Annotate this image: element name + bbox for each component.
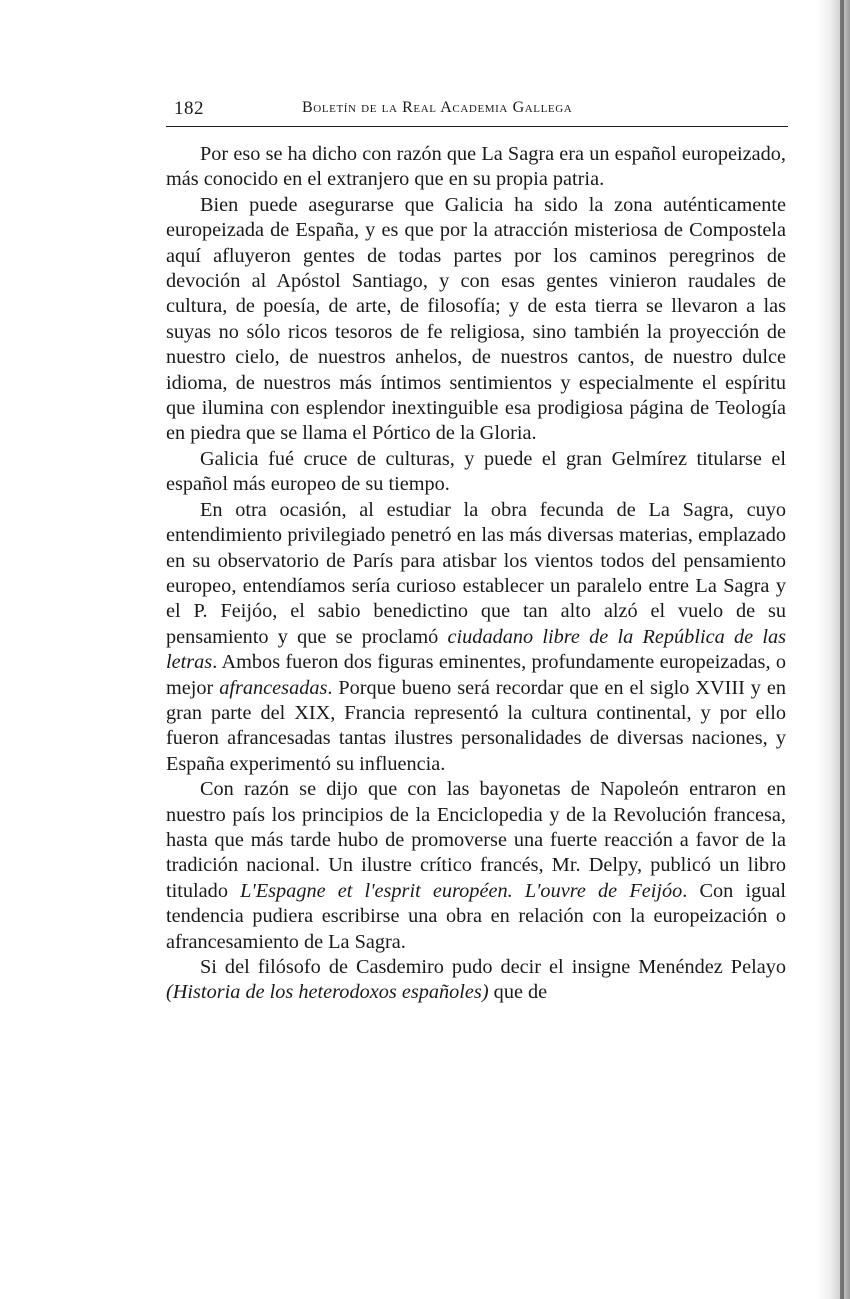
paragraph-5-text-a: Con razón se dijo que con las bayonetas de Napoleón entraron en nuestro país los principios de la Enciclopedia y de la Revolución francesa, hasta que más tarde hubo de promoverse una fuerte reacción a favor de la tradición nacional. Un ilustre crítico francés, Mr. Delpy, publicó un libro titulado — [166, 778, 786, 902]
paragraph-4 — [166, 498, 786, 777]
paragraph-3: Galicia fué cruce de culturas, y puede el gran Gelmírez titularse el español más europeo de su tiempo. — [166, 447, 786, 496]
paragraph-4-italic-word: afrancesadas — [219, 676, 328, 699]
paragraph-1: Por eso se ha dicho con razón que La Sagra era un español europeizado, más conocido en el extranjero que en su propia patria. — [166, 143, 786, 191]
paragraph-5 — [166, 777, 786, 955]
paragraph-4-text-e: . Porque bueno será recordar que en el siglo XVIII y en gran parte del XIX, Francia representó la cultura continental, y por ello fueron afrancesadas tantas ilustres personalidades de diversas naciones, y España experimentó su influencia. — [166, 676, 786, 775]
running-title: Boletín de la Real Academia Gallega — [302, 99, 573, 116]
paragraph-6 — [166, 955, 786, 1006]
paragraph-5-text-c: . Con igual tendencia pudiera escribirse una obra en relación con la europeización o afrancesamiento de La Sagra. — [166, 879, 787, 953]
paragraph-4-text-c: . Ambos fueron dos figuras eminentes, profundamente europeizadas, o mejor — [166, 651, 786, 699]
header-rule — [166, 126, 788, 127]
paragraph-5-book-title: L'Espagne et l'esprit européen. L'ouvre de Feijóo — [240, 879, 683, 902]
paragraph-6-citation: (Historia de los heterodoxos españoles) — [166, 981, 489, 1004]
page-number: 182 — [174, 98, 204, 119]
paragraph-2: Bien puede asegurarse que Galicia ha sido la zona auténticamente europeizada de España, y es que por la atracción misteriosa de Compostela aquí afluyeron gentes de todas partes por los caminos peregrinos de devoción al Apóstol Santiago, y con esas gentes vinieron raudales de cultura, de poesía, de arte, de filosofía; y de esta tierra se llevaron a las suyas no sólo ricos tesoros de fe religiosa, sino también la proyección de nuestro cielo, de nuestros anhelos, de nuestros cantos, de nuestro dulce idioma, de nuestros más íntimos sentimientos y especialmente el espíritu que ilumina con esplendor inextinguible esa prodigiosa página de Teología en piedra que se llama el Pórtico de la Gloria. — [166, 193, 786, 445]
paragraph-4-text-a: En otra ocasión, al estudiar la obra fecunda de La Sagra, cuyo entendimiento privilegiado penetró en las más diversas materias, emplazado en su observatorio de París para atisbar los vientos todos del pensamiento europeo, entendíamos sería curioso establecer un paralelo entre La Sagra y el P. Feijóo, el sabio benedictino que tan alto alzó el vuelo de su pensamiento y que se proclamó — [166, 498, 786, 648]
paragraph-6-text-c: que de — [493, 981, 548, 1004]
page-header — [168, 98, 788, 122]
paragraph-6-text-a: Si del filósofo de Casdemiro pudo decir el insigne Menéndez Pelayo — [200, 956, 786, 978]
paragraph-4-italic-phrase: ciudadano libre de la República de las letras — [166, 625, 786, 674]
page-binding-edge — [816, 0, 850, 1299]
body-text — [166, 142, 786, 1006]
